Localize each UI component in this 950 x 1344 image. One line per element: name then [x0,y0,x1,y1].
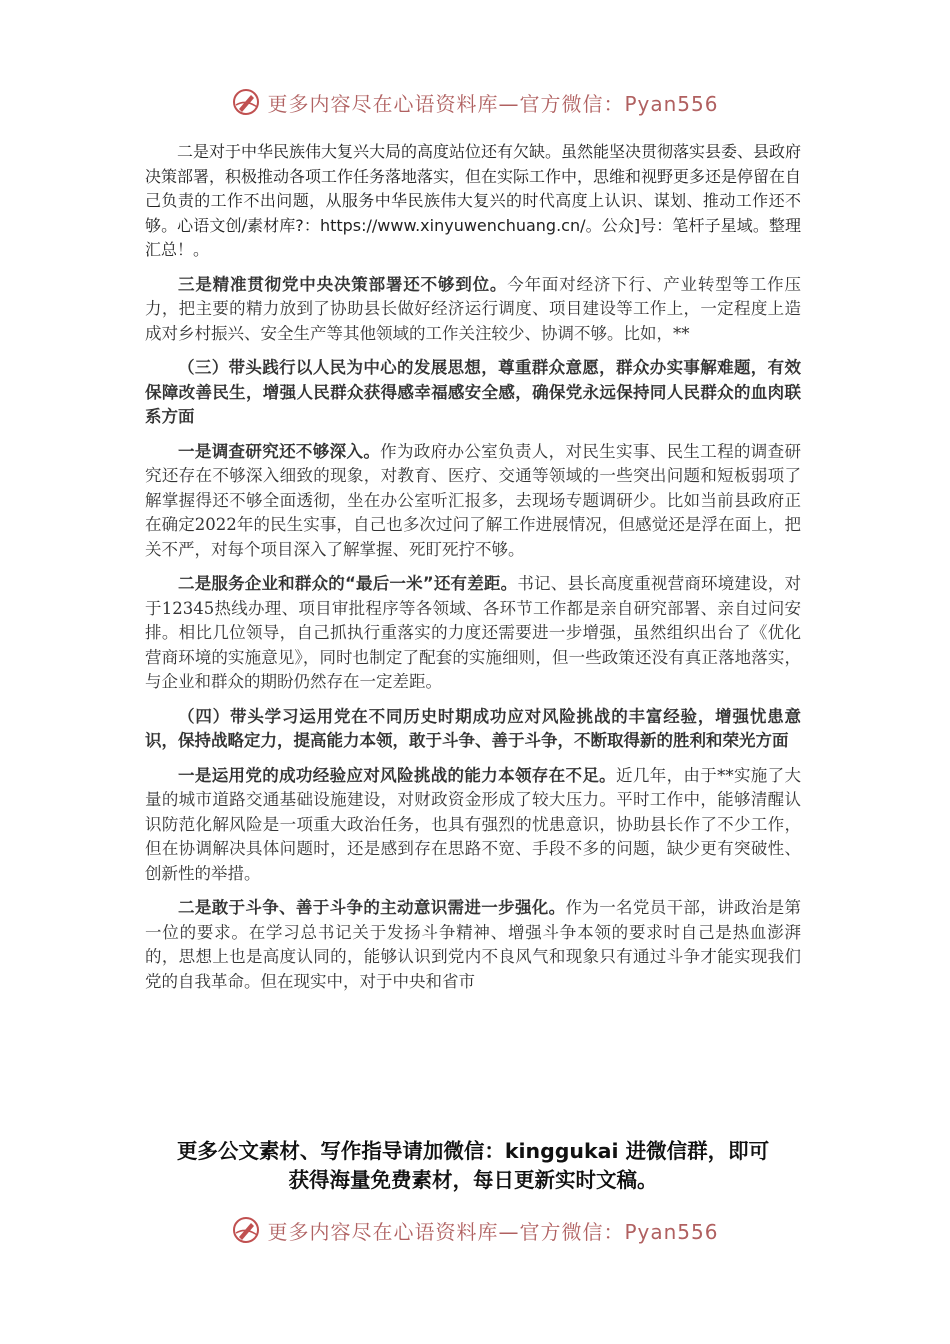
paragraph: 三是精准贯彻党中央决策部署还不够到位。今年面对经济下行、产业转型等工作压力，把主要的精力放到了协助县长做好经济运行调度、项目建设等工作上，一定程度上造成对乡村振兴、安全生产等其他领域的工作关注较少、协调不够。比如，** [145,274,802,343]
section-heading: （四）带头学习运用党在不同历史时期成功应对风险挑战的丰富经验，增强忧患意识，保持战略定力，提高能力本领，敢于斗争、善于斗争，不断取得新的胜利和荣光方面 [145,706,801,750]
paragraph: 二是对于中华民族伟大复兴大局的高度站位还有欠缺。虽然能坚决贯彻落实县委、县政府决策部署，积极推动各项工作任务落地落实，但在实际工作中，思维和视野更多还是停留在自己负责的工作不出问题，从服务中华民族伟大复兴的时代高度上认识、谋划、推动工作还不够。心语文创/素材库?：https://www.xinyuwenchuang.cn/。公众]号：笔杆子星域。整理汇总！。 [145,142,802,259]
promo-line: 更多公文素材、写作指导请加微信：kinggukai 进微信群，即可 [176,1139,770,1163]
paragraph: 一是调查研究还不够深入。作为政府办公室负责人，对民生实事、民生工程的调查研究还存在不够深入细致的现象，对教育、医疗、交通等领域的一些突出问题和短板弱项了解掌握得还不够全面透彻，坐在办公室听汇报多，去现场专题调研少。比如当前县政府正在确定2022年的民生实事，自己也多次过问了解工作进展情况，但感觉还是浮在面上，把关不严，对每个项目深入了解掌握、死盯死拧不够。 [145,441,802,559]
document-body [145,140,801,1004]
paragraph: 一是运用党的成功经验应对风险挑战的能力本领存在不足。近几年，由于**实施了大量的城市道路交通基础设施建设，对财政资金形成了较大压力。平时工作中，能够清醒认识防范化解风险是一项重大政治任务，也具有强烈的忧患意识，协助县长作了不少工作，但在协调解决具体问题时，还是感到存在思路不宽、手段不多的问题，缺少更有突破性、创新性的举措。 [145,765,802,883]
pen-ribbon-logo-icon [231,87,261,117]
section-heading: （三）带头践行以人民为中心的发展思想，尊重群众意愿，群众办实事解难题，有效保障改善民生，增强人民群众获得感幸福感安全感，确保党永远保持同人民群众的血肉联系方面 [145,358,801,426]
header-banner [0,82,950,122]
footer-banner [0,1210,950,1250]
promo-notice [145,1137,801,1195]
paragraph: 二是敢于斗争、善于斗争的主动意识需进一步强化。作为一名党员干部，讲政治是第一位的要求。在学习总书记关于发扬斗争精神、增强斗争本领的要求时自己是热血澎湃的，思想上也是高度认同的，能够认识到党内不良风气和现象只有通过斗争才能实现我们党的自我革命。但在现实中，对于中央和省市 [145,898,802,991]
paragraph: 二是服务企业和群众的“最后一米”还有差距。书记、县长高度重视营商环境建设，对于12345热线办理、项目审批程序等各领域、各环节工作都是亲自研究部署、亲自过问安排。相比几位领导，自己抓执行重落实的力度还需要进一步增强，虽然组织出台了《优化营商环境的实施意见》，同时也制定了配套的实施细则，但一些政策还没有真正落地落实，与企业和群众的期盼仍然存在一定差距。 [145,574,801,691]
banner-text: 更多内容尽在心语资料库—官方微信：Pyan556 [267,91,719,116]
pen-ribbon-logo-icon [231,1215,261,1245]
banner-text: 更多内容尽在心语资料库—官方微信：Pyan556 [267,1219,719,1244]
promo-line: 获得海量免费素材，每日更新实时文稿。 [288,1168,658,1192]
